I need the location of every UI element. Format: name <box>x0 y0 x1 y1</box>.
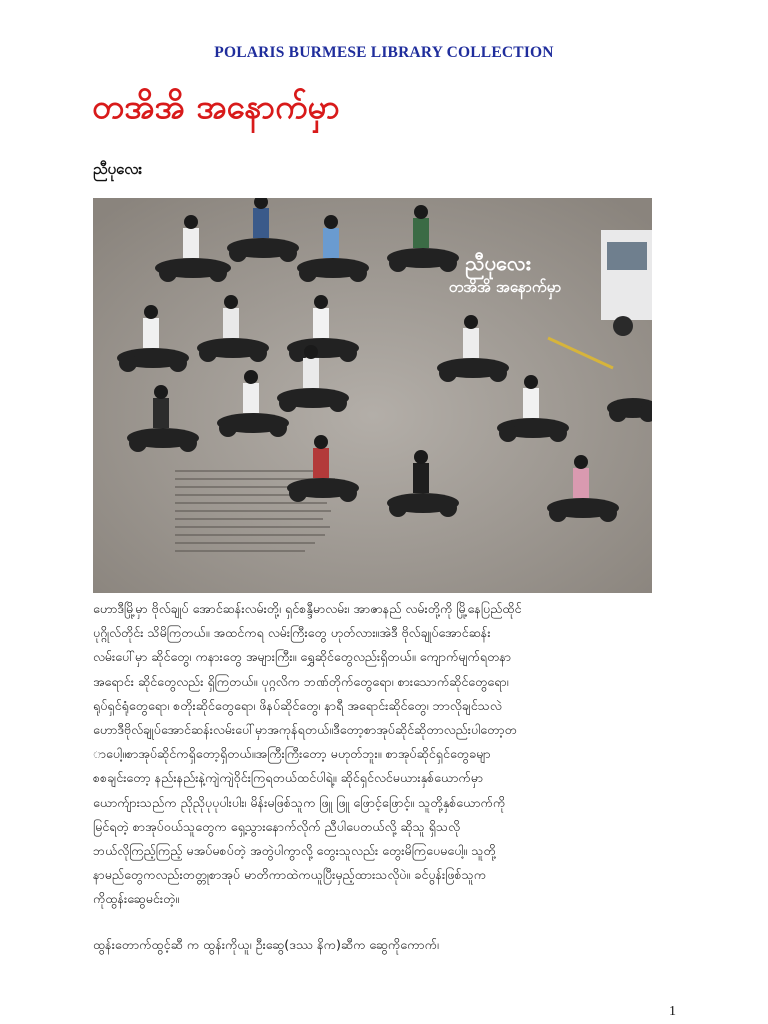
photo-overlay-title-1: ညီပုလေး <box>465 251 531 275</box>
text-line: ရုပ်ရှင်ရုံတွေရော၊ စတိုးဆိုင်တွေရော၊ ဖိနပ်ဆိုင်တွေ၊ နာရီ အရောင်းဆိုင်တွေ၊ ဘာလိုချင်သလဲ <box>93 697 502 713</box>
text-line: ဟောဒီဗိုလ်ချုပ်အောင်ဆန်းလမ်းပေါ်မှာအကုန်ရတယ်။ဒီတော့စာအုပ်ဆိုင်ဆိုတာလည်းပါတော့တ <box>93 721 517 737</box>
photo-overlay-title-2: တအိအိ အနောက်မှာ <box>448 278 562 296</box>
text-line: ယောက်ျားသည်က ညိုညိုပုပုပါးပါး၊ မိန်းမဖြစ်သူက ဖြူ ဖြူ ဖြောင့်ဖြောင့်။ သူတို့နှစ်ယောက်ကို <box>93 794 506 810</box>
text-line: ာပေါ့။စာအုပ်ဆိုင်ကရှိတော့ရှိတယ်။အကြီးကြီးတော့ မဟုတ်ဘူး။ စာအုပ်ဆိုင်ရှင်တွေခမျာ <box>93 746 491 762</box>
text-line: ဟောဒီမြို့မှာ ဗိုလ်ချုပ် အောင်ဆန်းလမ်းတို့၊ ရှင်စန္ဒီမာလမ်း၊ အာဇာနည် လမ်းတို့ကို မြို့နေပြည်ထိုင် <box>93 601 522 616</box>
collection-header: POLARIS BURMESE LIBRARY COLLECTION <box>214 44 554 61</box>
street-scene-illustration <box>93 198 652 593</box>
text-line: လမ်းပေါ်မှာ ဆိုင်တွေ၊ ကနားတွေ အများကြီး။ ရွှေဆိုင်တွေလည်းရှိတယ်။ ကျောက်မျက်ရတနာ <box>93 649 512 665</box>
author-name: ညီပုလေး <box>93 160 143 178</box>
text-line: ဘယ်လိုကြည့်ကြည့် မအပ်မစပ်တဲ့ အတွဲပါကွာလို့ တွေးသူလည်း တွေးမိကြပေမပေါ့။ သူတို့ <box>93 842 496 858</box>
text-line: ကိုထွန်းဆွေမင်းတဲ့။ <box>93 891 180 907</box>
text-line: နာမည်တွေကလည်းတတ္တုစာအုပ် မာတိကာထဲကယူပြီးမှည့်ထားသလိုပဲ။ ခင်ပွန်းဖြစ်သူက <box>93 867 487 883</box>
text-line: ထွန်းတောက်ထွင့်ဆီ က ထွန်းကိုယူ၊ ဦးဆွေ(ဒဿ နိက)ဆီက ဆွေကိုကောက်၊ <box>93 937 439 953</box>
body-text <box>93 597 675 958</box>
text-line: စစချင်းတော့ နည်းနည်းနဲ့ကျဲကျဲဝိုင်းကြရတယ်ထင်ပါရဲ့။ ဆိုင်ရှင်လင်မယားနှစ်ယောက်မှာ <box>93 770 484 786</box>
page-number: 1 <box>669 1004 676 1019</box>
paragraph-gap <box>93 911 675 933</box>
paragraph-2 <box>93 933 675 957</box>
cover-photo <box>93 198 652 593</box>
text-line: ပုဂ္ဂိုလ်တိုင်း သိမိကြတယ်။ အထင်ကရ လမ်းကြီးတွေ ဟုတ်လား။အဲဒီ ဗိုလ်ချုပ်အောင်ဆန်း <box>93 625 491 641</box>
document-title: တအိအိ အနောက်မှာ <box>92 87 340 126</box>
text-line: အရောင်း ဆိုင်တွေလည်း ရှိကြတယ်။ ပုဂ္ဂလိက ဘဏ်တိုက်တွေရော၊ စားသောက်ဆိုင်တွေရော၊ <box>93 673 509 689</box>
text-line: မြင်ရတဲ့ စာအုပ်ဝယ်သူတွေက ရှေ့သွားနောက်လိုက် ညီပါပေတယ်လို့ ဆိုသူ ရှိသလို <box>93 818 460 834</box>
paragraph-1 <box>93 597 675 911</box>
